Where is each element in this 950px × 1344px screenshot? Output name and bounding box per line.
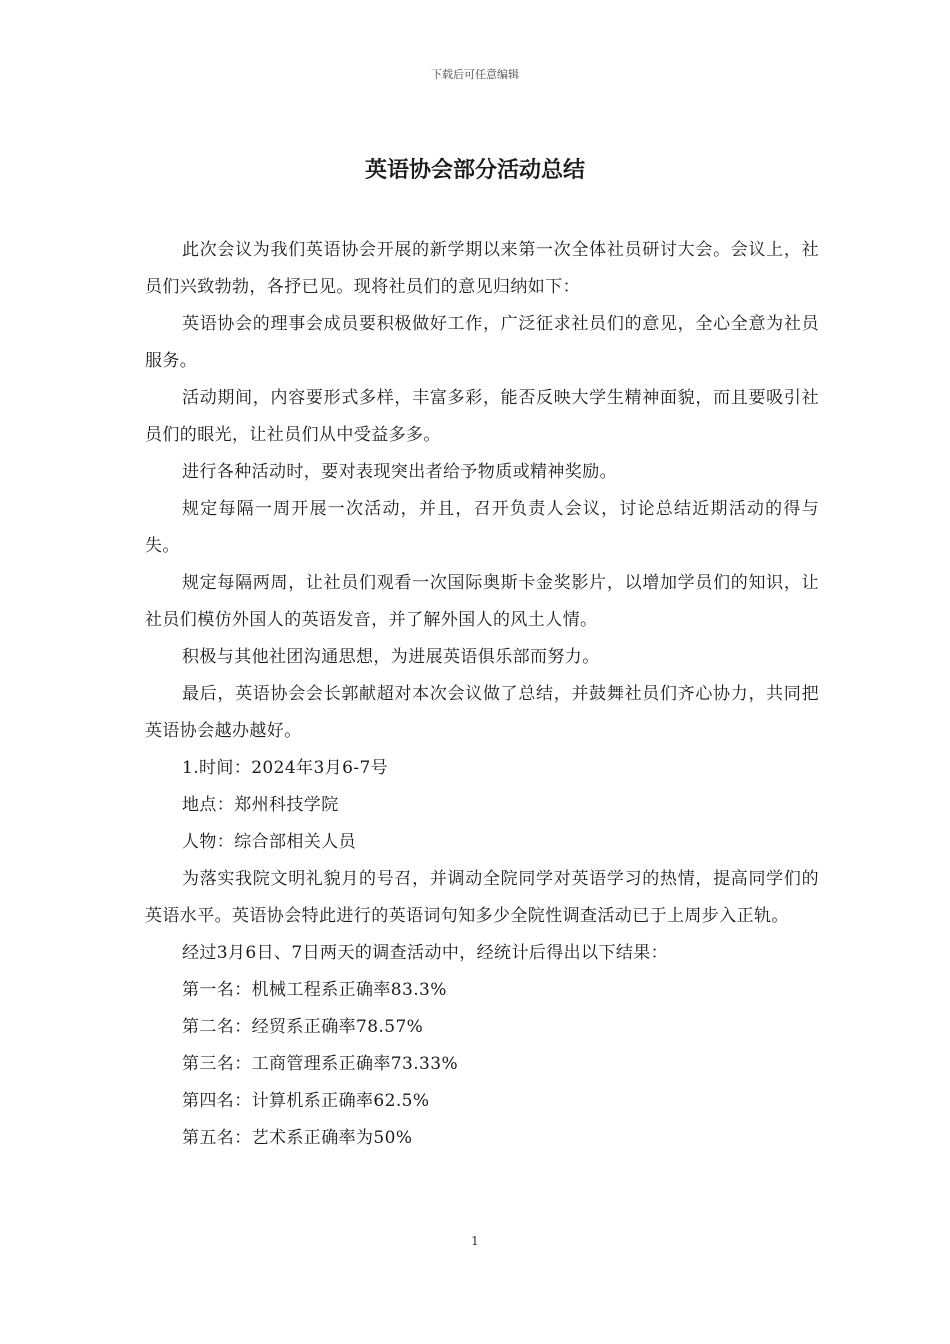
result-item-5: 第五名：艺术系正确率为50% [182,1128,413,1148]
paragraph-council: 英语协会的理事会成员要积极做好工作，广泛征求社员们的意见，全心全意为社员服务。 [145,314,819,371]
paragraph-people: 人物：综合部相关人员 [182,832,356,852]
document-title: 英语协会部分活动总结 [364,157,585,183]
paragraph-time: 1.时间：2024年3月6-7号 [182,758,389,778]
result-item-3: 第三名：工商管理系正确率73.33% [182,1054,459,1074]
result-item-4: 第四名：计算机系正确率62.5% [182,1091,430,1111]
paragraph-rewards: 进行各种活动时，要对表现突出者给予物质或精神奖励。 [182,462,617,482]
paragraph-location: 地点：郑州科技学院 [182,795,339,815]
paragraph-results-intro: 经过3月6日、7日两天的调查活动中，经统计后得出以下结果： [182,943,669,963]
paragraph-communication: 积极与其他社团沟通思想，为进展英语俱乐部而努力。 [182,647,600,667]
paragraph-survey: 为落实我院文明礼貌月的号召，并调动全院同学对英语学习的热情，提高同学们的英语水平。英语协会特此进行的英语词句知多少全院性调查活动已于上周步入正轨。 [145,869,819,926]
result-item-2: 第二名：经贸系正确率78.57% [182,1017,424,1037]
paragraph-films: 规定每隔两周，让社员们观看一次国际奥斯卡金奖影片，以增加学员们的知识，让社员们模仿外国人的英语发音，并了解外国人的风土人情。 [145,573,819,630]
result-item-1: 第一名：机械工程系正确率83.3% [182,980,447,1000]
paragraph-weekly: 规定每隔一周开展一次活动，并且，召开负责人会议，讨论总结近期活动的得与失。 [145,499,819,556]
page-number: 1 [471,1234,479,1248]
paragraph-intro: 此次会议为我们英语协会开展的新学期以来第一次全体社员研讨大会。会议上，社员们兴致勃勃，各抒已见。现将社员们的意见归纳如下： [145,240,819,297]
page-header-note: 下载后可任意编辑 [431,68,519,81]
paragraph-closing: 最后，英语协会会长郭献超对本次会议做了总结，并鼓舞社员们齐心协力，共同把英语协会越办越好。 [145,684,819,741]
document-body [145,232,819,1157]
paragraph-activities: 活动期间，内容要形式多样，丰富多彩，能否反映大学生精神面貌，而且要吸引社员们的眼光，让社员们从中受益多多。 [145,388,819,445]
